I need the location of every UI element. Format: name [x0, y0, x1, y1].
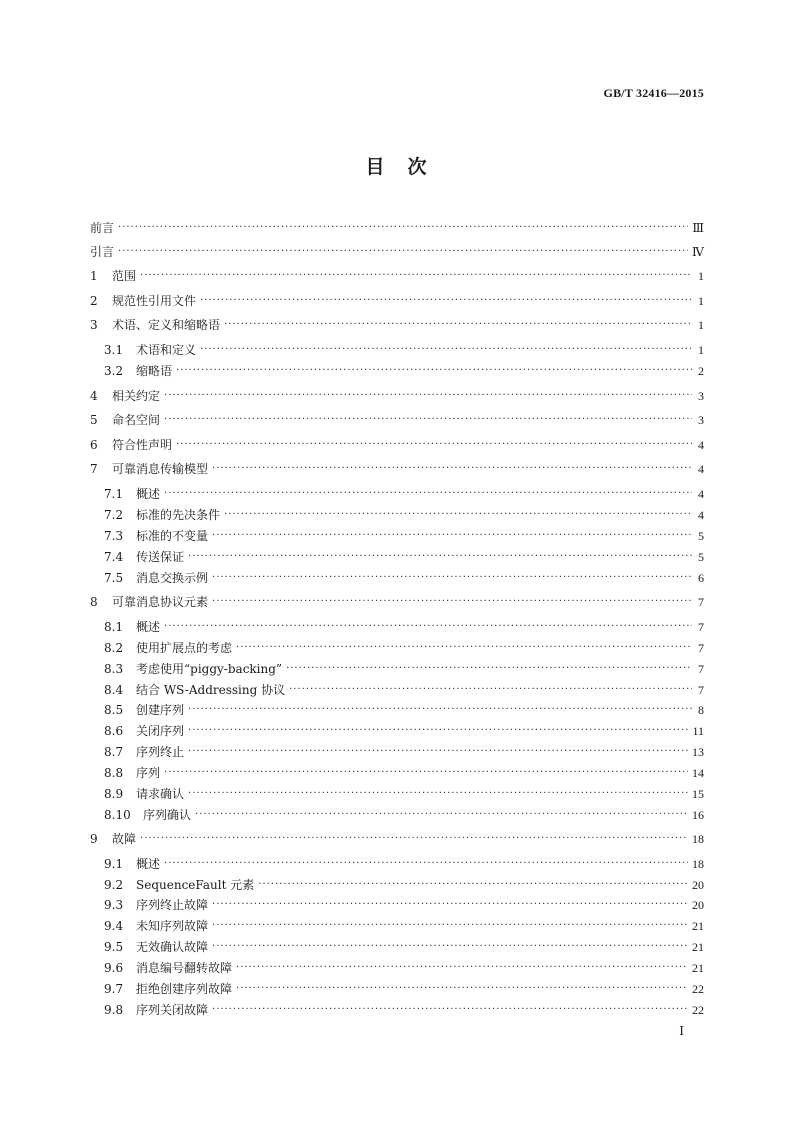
toc-entry[interactable] — [90, 266, 704, 286]
toc-entry-label: 拒绝创建序列故障 — [136, 982, 233, 996]
toc-entry-label: 请求确认 — [136, 787, 185, 801]
toc-leader-dots — [236, 979, 688, 999]
toc-entry-page: 20 — [692, 898, 704, 912]
toc-leader-dots — [224, 505, 692, 525]
toc-entry-page: 14 — [692, 766, 704, 780]
toc-entry-page: 1 — [698, 294, 704, 308]
toc-entry-label: 使用扩展点的考虑 — [136, 641, 233, 655]
toc-entry-page: 21 — [692, 919, 704, 933]
toc-entry[interactable] — [90, 386, 704, 406]
toc-entry[interactable] — [104, 937, 704, 957]
toc-leader-dots — [212, 916, 688, 936]
toc-entry-number: 9 — [90, 832, 98, 846]
toc-leader-dots — [164, 763, 688, 783]
toc-entry-page: 8 — [698, 703, 704, 717]
toc-entry[interactable] — [104, 721, 704, 741]
toc-entry-number: 2 — [90, 294, 98, 308]
toc-entry-number: 9.3 — [104, 898, 124, 912]
toc-entry-page: 16 — [692, 808, 704, 822]
toc-entry-page: 3 — [698, 389, 704, 403]
toc-entry[interactable] — [104, 1000, 704, 1020]
toc-entry-label: 关闭序列 — [136, 724, 185, 738]
toc-entry-number: 8.6 — [104, 724, 124, 738]
toc-entry-page: 22 — [692, 982, 704, 996]
toc-entry-number: 7.5 — [104, 571, 124, 585]
toc-entry-page: 11 — [692, 724, 704, 738]
toc-entry[interactable] — [104, 484, 704, 504]
toc-entry-page: 1 — [698, 343, 704, 357]
toc-entry-label: 术语、定义和缩略语 — [112, 318, 221, 332]
toc-entry-page: 5 — [698, 529, 704, 543]
toc-leader-dots — [289, 680, 692, 700]
toc-entry-label: 可靠消息传输模型 — [112, 462, 209, 476]
toc-entry[interactable] — [90, 829, 704, 849]
toc-entry[interactable] — [104, 505, 704, 525]
toc-entry-label: 引言 — [90, 245, 115, 259]
toc-entry-label: 未知序列故障 — [136, 919, 209, 933]
toc-entry[interactable] — [104, 895, 704, 915]
toc-leader-dots — [188, 700, 692, 720]
toc-entry-number: 1 — [90, 269, 98, 283]
toc-leader-dots — [286, 659, 692, 679]
toc-leader-dots — [176, 361, 692, 381]
toc-leader-dots — [164, 410, 692, 430]
toc-entry-number: 8.4 — [104, 683, 124, 697]
toc-leader-dots — [212, 592, 692, 612]
toc-entry-number: 7.4 — [104, 550, 124, 564]
toc-entry[interactable] — [90, 218, 704, 238]
toc-entry[interactable] — [104, 547, 704, 567]
toc-leader-dots — [164, 386, 692, 406]
toc-leader-dots — [164, 854, 688, 874]
toc-entry-page: Ⅲ — [692, 221, 704, 235]
toc-leader-dots — [195, 805, 688, 825]
toc-entry-number: 9.8 — [104, 1003, 124, 1017]
toc-leader-dots — [212, 1000, 688, 1020]
toc-leader-dots — [188, 742, 688, 762]
toc-entry-label: 概述 — [136, 620, 161, 634]
toc-entry[interactable] — [104, 784, 704, 804]
standard-code: GB/T 32416—2015 — [603, 86, 704, 100]
toc-entry[interactable] — [90, 315, 704, 335]
toc-entry-number: 8.5 — [104, 703, 124, 717]
toc-entry-number: 7.1 — [104, 487, 124, 501]
toc-entry-page: Ⅳ — [692, 245, 704, 259]
toc-leader-dots — [212, 895, 688, 915]
toc-entry-label: 结合 WS-Addressing 协议 — [136, 683, 286, 697]
toc-entry[interactable] — [104, 700, 704, 720]
toc-leader-dots — [188, 547, 692, 567]
page-number: Ⅰ — [679, 1024, 684, 1038]
toc-entry-page: 20 — [692, 878, 704, 892]
toc-entry-label: 无效确认故障 — [136, 940, 209, 954]
toc-entry-page: 18 — [692, 832, 704, 846]
toc-entry[interactable] — [104, 916, 704, 936]
toc-entry-number: 9.2 — [104, 878, 124, 892]
toc-entry-label: 规范性引用文件 — [112, 294, 197, 308]
toc-entry[interactable] — [90, 242, 704, 262]
toc-entry-label: 术语和定义 — [136, 343, 197, 357]
toc-entry-page: 22 — [692, 1003, 704, 1017]
toc-entry[interactable] — [104, 979, 704, 999]
toc-entry[interactable] — [104, 680, 704, 700]
toc-entry[interactable] — [104, 568, 704, 588]
toc-leader-dots — [188, 721, 688, 741]
toc-entry-label: 范围 — [112, 269, 137, 283]
toc-entry-number: 9.6 — [104, 961, 124, 975]
toc-leader-dots — [164, 484, 692, 504]
toc-entry-number: 8.9 — [104, 787, 124, 801]
toc-entry-page: 2 — [698, 364, 704, 378]
toc-entry[interactable] — [90, 410, 704, 430]
toc-leader-dots — [140, 829, 688, 849]
toc-entry-number: 8.7 — [104, 745, 124, 759]
page-title: 目 次 — [365, 156, 429, 178]
toc-entry-number: 6 — [90, 438, 98, 452]
toc-leader-dots — [212, 568, 692, 588]
toc-entry[interactable] — [90, 459, 704, 479]
toc-leader-dots — [200, 291, 692, 311]
toc-entry-page: 1 — [698, 269, 704, 283]
toc-entry-page: 3 — [698, 413, 704, 427]
toc-entry[interactable] — [104, 617, 704, 637]
toc-entry[interactable] — [104, 875, 704, 895]
toc-entry-page: 7 — [698, 595, 704, 609]
toc-entry-label: 缩略语 — [136, 364, 173, 378]
toc-entry-page: 7 — [698, 683, 704, 697]
toc-entry[interactable] — [104, 361, 704, 381]
toc-leader-dots — [258, 875, 688, 895]
toc-entry-label: 传送保证 — [136, 550, 185, 564]
toc-entry[interactable] — [104, 526, 704, 546]
toc-entry[interactable] — [104, 763, 704, 783]
toc-leader-dots — [212, 937, 688, 957]
toc-entry-label: 消息交换示例 — [136, 571, 209, 585]
toc-entry-label: 命名空间 — [112, 413, 161, 427]
toc-entry[interactable] — [104, 638, 704, 658]
toc-entry-number: 8 — [90, 595, 98, 609]
toc-entry-label: 序列 — [136, 766, 161, 780]
toc-entry-number: 3 — [90, 318, 98, 332]
toc-entry-page: 4 — [698, 438, 704, 452]
toc-leader-dots — [140, 266, 692, 286]
toc-entry-number: 9.4 — [104, 919, 124, 933]
toc-entry-label: SequenceFault 元素 — [136, 878, 255, 892]
toc-entry-label: 标准的先决条件 — [136, 508, 221, 522]
toc-entry-label: 故障 — [112, 832, 137, 846]
toc-entry-label: 前言 — [90, 221, 115, 235]
toc-entry-label: 序列终止故障 — [136, 898, 209, 912]
toc-entry-label: 序列关闭故障 — [136, 1003, 209, 1017]
toc-leader-dots — [212, 526, 692, 546]
toc-entry-number: 7 — [90, 462, 98, 476]
toc-entry-page: 4 — [698, 487, 704, 501]
toc-entry-page: 1 — [698, 318, 704, 332]
toc-entry-label: 序列确认 — [143, 808, 192, 822]
toc-leader-dots — [236, 958, 688, 978]
toc-entry-page: 7 — [698, 662, 704, 676]
toc-entry-page: 13 — [692, 745, 704, 759]
toc-entry-page: 6 — [698, 571, 704, 585]
toc-entry-number: 8.1 — [104, 620, 124, 634]
toc-entry[interactable] — [90, 592, 704, 612]
toc-entry-label: 考虑使用“piggy-backing” — [136, 662, 283, 676]
toc-entry-label: 序列终止 — [136, 745, 185, 759]
toc-entry-label: 符合性声明 — [112, 438, 173, 452]
toc-entry-number: 9.1 — [104, 857, 124, 871]
toc-leader-dots — [188, 784, 688, 804]
toc-entry-number: 8.3 — [104, 662, 124, 676]
toc-leader-dots — [176, 435, 692, 455]
toc-entry-page: 4 — [698, 462, 704, 476]
toc-entry-number: 9.7 — [104, 982, 124, 996]
toc-entry[interactable] — [104, 805, 704, 825]
toc-entry-label: 消息编号翻转故障 — [136, 961, 233, 975]
toc-entry-page: 15 — [692, 787, 704, 801]
toc-entry-label: 标准的不变量 — [136, 529, 209, 543]
toc-entry-number: 5 — [90, 413, 98, 427]
toc-entry-number: 9.5 — [104, 940, 124, 954]
toc-entry-number: 8.10 — [104, 808, 131, 822]
toc-entry-label: 可靠消息协议元素 — [112, 595, 209, 609]
toc-entry-number: 4 — [90, 389, 98, 403]
toc-entry-page: 5 — [698, 550, 704, 564]
toc-entry-page: 7 — [698, 641, 704, 655]
toc-entry-page: 21 — [692, 940, 704, 954]
toc-entry[interactable] — [90, 435, 704, 455]
toc-entry-number: 8.8 — [104, 766, 124, 780]
toc-entry-page: 7 — [698, 620, 704, 634]
toc-leader-dots — [164, 617, 692, 637]
toc-entry-number: 8.2 — [104, 641, 124, 655]
toc-entry-number: 7.2 — [104, 508, 124, 522]
toc-leader-dots — [224, 315, 692, 335]
toc-entry-page: 18 — [692, 857, 704, 871]
toc-entry-number: 3.2 — [104, 364, 124, 378]
toc-entry-label: 概述 — [136, 487, 161, 501]
toc-leader-dots — [118, 242, 688, 262]
toc-leader-dots — [118, 218, 688, 238]
toc-entry-page: 21 — [692, 961, 704, 975]
toc-entry[interactable] — [90, 291, 704, 311]
toc-entry-number: 3.1 — [104, 343, 124, 357]
toc-entry-label: 概述 — [136, 857, 161, 871]
toc-entry-label: 创建序列 — [136, 703, 185, 717]
toc-entry[interactable] — [104, 340, 704, 360]
toc-leader-dots — [212, 459, 692, 479]
toc-leader-dots — [200, 340, 692, 360]
toc-leader-dots — [236, 638, 692, 658]
toc-entry[interactable] — [104, 742, 704, 762]
toc-entry-label: 相关约定 — [112, 389, 161, 403]
toc-entry-page: 4 — [698, 508, 704, 522]
toc-entry-number: 7.3 — [104, 529, 124, 543]
toc-entry[interactable] — [104, 854, 704, 874]
toc-entry[interactable] — [104, 958, 704, 978]
toc-entry[interactable] — [104, 659, 704, 679]
